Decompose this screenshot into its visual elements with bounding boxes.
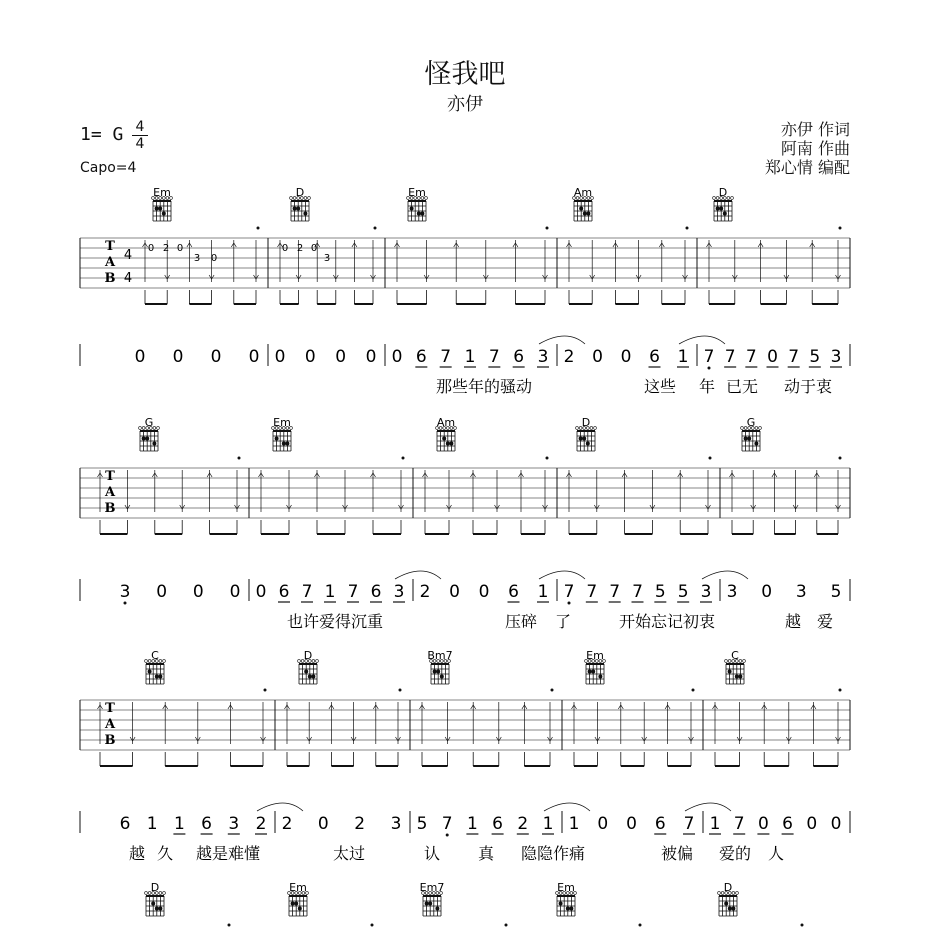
jianpu-note: 7 [301,582,313,602]
open-string-marker [312,660,315,663]
chord-diagram [407,186,428,221]
finger-dot [151,902,155,906]
lyric: 动于衷 [783,377,833,396]
finger-dot [731,907,735,911]
finger-dot [294,902,298,906]
jianpu-note: 3 [700,582,712,602]
jianpu-note: 3 [390,814,402,834]
finger-dot [425,902,429,906]
finger-dot [158,207,162,211]
jianpu-note: 6 [370,582,382,602]
jianpu-note: 7 [745,347,757,367]
staccato-dot [551,689,554,692]
open-string-marker [308,197,311,200]
finger-dot [298,907,302,911]
jianpu-note: 2 [517,814,529,834]
open-string-marker [739,660,742,663]
open-string-marker [316,660,319,663]
chord-name: Em [153,186,171,199]
open-string-marker [163,892,166,895]
chord-diagram [145,649,166,684]
chord-diagram [585,649,606,684]
jianpu-note: 2 [354,814,366,834]
open-string-marker [727,197,730,200]
tab-staff [80,457,850,535]
finger-dot [152,442,156,446]
jianpu-note: 0 [592,347,603,367]
finger-dot [591,670,595,674]
chord-diagram [741,416,762,451]
staccato-dot [238,457,241,460]
finger-dot [282,442,286,446]
tie-arc [702,571,748,579]
chord-diagram [290,186,311,221]
staccato-dot [399,689,402,692]
chord-name: Em7 [419,881,445,894]
time-signature-top: 4 [135,119,145,135]
finger-dot [728,907,732,911]
open-string-marker [576,427,579,430]
jianpu-note: 5 [416,814,428,834]
finger-dot [440,675,444,679]
jianpu-note: 0 [449,582,460,602]
jianpu-line [80,571,850,631]
chord-diagram [556,881,577,916]
finger-dot [148,670,152,674]
jianpu-note: 1 [677,347,689,367]
chord-name: Am [573,186,593,199]
open-string-marker [139,427,142,430]
open-string-marker [163,660,166,663]
tie-arc [395,571,441,579]
lower-octave-dot [446,834,449,837]
jianpu-note: 0 [255,582,267,602]
jianpu-note: 6 [649,347,660,367]
finger-dot [579,207,583,211]
lyric: 年 [698,377,716,396]
jianpu-note: 7 [609,582,621,602]
jianpu-note: 7 [347,582,359,602]
open-string-marker [732,892,735,895]
jianpu-note: 6 [119,814,131,834]
lyric: 那些年的骚动 [435,377,533,396]
jianpu-note: 2 [255,814,267,834]
jianpu-note: 1 [464,347,476,367]
chord-name: D [581,416,591,429]
jianpu-note: 7 [632,582,643,602]
tab-time-signature-top: 4 [123,248,133,263]
staccato-dot [692,689,695,692]
chord-diagram [718,881,739,916]
finger-dot [285,442,289,446]
chord-name: C [151,649,159,662]
staccato-dot [257,227,260,230]
open-string-marker [725,660,728,663]
finger-dot [583,212,587,216]
chord-name: D [295,186,305,199]
jianpu-note: 6 [782,814,794,834]
tie-arc [539,571,585,579]
tab-clef-letter: T [105,701,115,716]
finger-dot [296,207,300,211]
jianpu-note: 7 [586,582,598,602]
open-string-marker [741,427,744,430]
finger-dot [754,442,758,446]
finger-dot [158,907,162,911]
tab-clef-letter: A [104,717,116,732]
jianpu-note: 0 [597,814,609,834]
open-string-marker [713,197,716,200]
finger-dot [738,675,742,679]
lyric: 爱 [816,612,834,631]
open-string-marker [153,427,156,430]
jianpu-note: 6 [415,347,427,367]
tie-arc [539,336,585,344]
jianpu-note: 1 [568,814,580,834]
finger-dot [142,437,146,441]
tab-staff [80,227,850,305]
chord-name: D [723,881,733,894]
open-string-marker [304,197,307,200]
finger-dot [586,442,590,446]
tab-clef-letter: B [104,501,116,516]
chord-name: Em [289,881,307,894]
jianpu-note: 3 [795,582,807,602]
lyric: 越是难懂 [195,844,261,863]
staccato-dot [839,227,842,230]
lyric: 开始忘记初衷 [618,612,716,631]
lyric: 认 [423,844,441,863]
chord-diagram [420,881,445,916]
lyric: 压碎 [504,612,538,631]
time-signature-bottom: 4 [135,136,145,152]
finger-dot [435,907,439,911]
finger-dot [293,207,297,211]
open-string-marker [718,892,721,895]
open-string-marker [298,660,301,663]
staccato-dot [505,924,508,927]
jianpu-note: 6 [508,582,519,602]
jianpu-note: 0 [317,814,329,834]
finger-dot [428,902,432,906]
chord-diagram [145,881,166,916]
lower-octave-dot [708,367,711,370]
finger-dot [559,902,563,906]
chord-diagram [288,881,309,916]
open-string-marker [736,892,739,895]
finger-dot [582,437,586,441]
jianpu-note: 5 [809,347,821,367]
finger-dot [569,907,573,911]
jianpu-note: 7 [733,814,745,834]
finger-dot [158,675,162,679]
chord-diagram [573,186,594,221]
finger-dot [303,212,307,216]
tie-arc [679,336,725,344]
tab-fret-number: 3 [193,253,201,264]
tab-time-signature-bottom: 4 [123,271,133,286]
jianpu-note: 7 [441,814,453,834]
open-string-marker [731,197,734,200]
jianpu-line [80,803,850,863]
chord-diagram [576,416,597,451]
chord-diagram [725,649,746,684]
jianpu-note: 0 [304,347,316,367]
tab-fret-number: 2 [296,243,304,254]
jianpu-note: 1 [709,814,721,834]
chord-name: Em [273,416,291,429]
lyric: 了 [554,612,572,631]
open-string-marker [145,892,148,895]
lyric: 隐隐作痛 [520,844,586,863]
staccato-dot [801,924,804,927]
open-string-marker [145,660,148,663]
lyric: 真 [477,844,495,863]
finger-dot [442,437,446,441]
open-string-marker [594,427,597,430]
lower-octave-dot [568,602,571,605]
lyric: 越 [128,844,146,863]
jianpu-note: 5 [654,582,666,602]
staccato-dot [839,689,842,692]
finger-dot [724,902,728,906]
finger-dot [449,442,453,446]
jianpu-note: 7 [703,347,715,367]
finger-dot [716,207,720,211]
tab-clef-letter: T [105,239,115,254]
finger-dot [155,675,159,679]
jianpu-note: 7 [683,814,695,834]
tab-fret-number: 0 [210,253,218,264]
finger-dot [436,670,440,674]
finger-dot [747,437,751,441]
open-string-marker [290,197,293,200]
jianpu-note: 3 [830,347,842,367]
finger-dot [744,437,748,441]
open-string-marker [157,427,160,430]
chord-diagram [713,186,734,221]
capo-label: Capo=4 [80,160,137,176]
finger-dot [275,437,279,441]
song-artist: 亦伊 [447,94,483,115]
chord-name: Em [586,649,604,662]
chord-diagram [436,416,457,451]
finger-dot [304,670,308,674]
lyric: 久 [156,844,174,863]
chord-name: C [731,649,739,662]
finger-dot [420,212,424,216]
jianpu-note: 3 [119,582,131,602]
jianpu-note: 0 [210,347,222,367]
jianpu-note: 0 [478,582,490,602]
finger-dot [598,675,602,679]
jianpu-note: 2 [281,814,293,834]
finger-dot [728,670,732,674]
jianpu-note: 1 [173,814,185,834]
chord-name: D [303,649,313,662]
song-title: 怪我吧 [424,59,506,90]
tab-clef-letter: B [104,271,116,286]
jianpu-note: 0 [757,814,769,834]
jianpu-note: 0 [156,582,168,602]
open-string-marker [590,427,593,430]
tab-clef-letter: A [104,485,116,500]
jianpu-note: 3 [537,347,549,367]
credit-composer: 阿南 作曲 [780,139,850,158]
lyric: 也许爱得沉重 [286,612,384,631]
jianpu-note: 0 [626,814,637,834]
lyric: 太过 [332,844,366,863]
finger-dot [162,212,166,216]
jianpu-note: 1 [324,582,336,602]
jianpu-note: 6 [492,814,504,834]
jianpu-note: 0 [192,582,204,602]
lower-octave-dot [124,602,127,605]
lyric: 被偏 [660,844,694,863]
lyric: 人 [767,844,785,863]
open-string-marker [159,660,162,663]
jianpu-line [80,336,850,396]
jianpu-note: 1 [542,814,554,834]
staccato-dot [709,457,712,460]
finger-dot [579,437,583,441]
chord-name: Am [436,416,456,429]
finger-dot [566,907,570,911]
tab-fret-number: 0 [310,243,318,254]
finger-dot [155,207,159,211]
jianpu-note: 0 [229,582,241,602]
jianpu-note: 6 [654,814,666,834]
jianpu-note: 0 [172,347,184,367]
staccato-dot [546,227,549,230]
credit-arranger: 郑心情 编配 [764,158,850,177]
jianpu-note: 0 [134,347,146,367]
chord-name: Bm7 [427,649,453,662]
tab-fret-number: 0 [281,243,289,254]
finger-dot [311,675,315,679]
jianpu-note: 0 [806,814,818,834]
staccato-dot [402,457,405,460]
staccato-dot [686,227,689,230]
finger-dot [586,212,590,216]
jianpu-note: 0 [620,347,632,367]
open-string-marker [159,892,162,895]
staccato-dot [639,924,642,927]
jianpu-note: 3 [228,814,240,834]
finger-dot [446,442,450,446]
tab-clef-letter: A [104,255,116,270]
staccato-dot [546,457,549,460]
tab-fret-number: 3 [323,253,331,264]
jianpu-note: 1 [466,814,478,834]
lyric: 爱的 [718,844,752,863]
jianpu-note: 6 [201,814,213,834]
finger-dot [719,207,723,211]
jianpu-note: 7 [788,347,800,367]
lyric: 已无 [725,377,759,396]
tab-staff [80,689,850,767]
tab-fret-number: 0 [147,243,155,254]
jianpu-note: 2 [419,582,431,602]
staccato-dot [264,689,267,692]
tab-fret-number: 2 [162,243,170,254]
tab-clef-letter: B [104,733,116,748]
credit-lyricist: 亦伊 作词 [780,120,850,139]
jianpu-note: 3 [726,582,738,602]
jianpu-note: 6 [278,582,290,602]
jianpu-note: 7 [488,347,500,367]
finger-dot [433,670,437,674]
chord-name: Em [557,881,575,894]
chord-diagram [139,416,160,451]
jianpu-note: 0 [391,347,403,367]
open-string-marker [743,660,746,663]
tie-arc [257,803,303,811]
tab-fret-number: 0 [176,243,184,254]
jianpu-note: 7 [440,347,452,367]
finger-dot [735,675,739,679]
jianpu-note: 0 [365,347,377,367]
chord-name: D [718,186,728,199]
jianpu-note: 1 [146,814,158,834]
finger-dot [588,670,592,674]
staccato-dot [228,924,231,927]
chord-diagram [298,649,319,684]
tab-clef-letter: T [105,469,115,484]
chord-name: Em [408,186,426,199]
jianpu-note: 0 [248,347,260,367]
finger-dot [145,437,149,441]
open-string-marker [759,427,762,430]
jianpu-note: 0 [761,582,773,602]
lyric: 这些 [643,377,677,396]
staccato-dot [839,457,842,460]
open-string-marker [755,427,758,430]
tie-arc [685,803,731,811]
chord-diagram [152,186,173,221]
chord-diagram [427,649,452,684]
finger-dot [291,902,295,906]
jianpu-note: 5 [830,582,842,602]
staccato-dot [371,924,374,927]
jianpu-note: 2 [563,347,575,367]
jianpu-note: 0 [335,347,347,367]
jianpu-note: 7 [724,347,736,367]
chord-diagram [272,416,293,451]
finger-dot [308,675,312,679]
jianpu-note: 0 [830,814,842,834]
chord-name: G [746,416,756,429]
jianpu-note: 0 [274,347,286,367]
jianpu-note: 1 [537,582,549,602]
staccato-dot [374,227,377,230]
jianpu-note: 3 [393,582,405,602]
chord-name: G [144,416,154,429]
lyric: 越 [784,612,802,631]
chord-name: D [150,881,160,894]
finger-dot [410,207,414,211]
finger-dot [417,212,421,216]
finger-dot [723,212,727,216]
jianpu-note: 7 [563,582,575,602]
jianpu-note: 5 [677,582,689,602]
finger-dot [155,907,159,911]
jianpu-note: 6 [513,347,525,367]
tie-arc [544,803,590,811]
jianpu-note: 0 [767,347,778,367]
key-signature: 1= G [80,124,124,145]
